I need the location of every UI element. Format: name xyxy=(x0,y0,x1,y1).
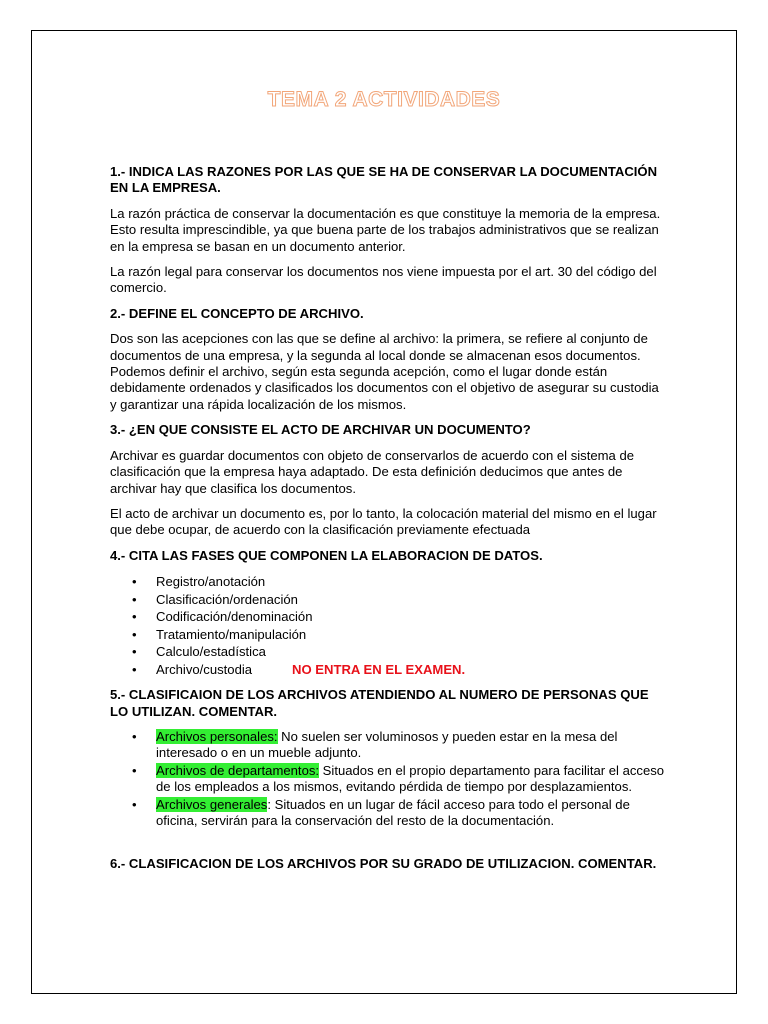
list-item xyxy=(156,608,665,626)
question-2-heading: 2.- DEFINE EL CONCEPTO DE ARCHIVO. xyxy=(110,305,364,321)
highlighted-term: Archivos de departamentos: xyxy=(156,762,320,778)
exam-note: NO ENTRA EN EL EXAMEN. xyxy=(292,661,466,677)
document-body xyxy=(110,164,665,882)
answer-3-paragraph-1: Archivar es guardar documentos con objeto de conservarlos de acuerdo con el sistema de clasificación que la empresa haya adaptado. De esta definición deducimos que antes de archivar hay que clasifica los documentos. xyxy=(110,447,635,496)
list-item xyxy=(156,729,665,762)
spacer xyxy=(110,838,665,856)
question-6-heading: 6.- CLASIFICACION DE LOS ARCHIVOS POR SU GRADO DE UTILIZACION. COMENTAR. xyxy=(110,856,657,872)
phase-label: Codificación/denominación xyxy=(156,609,313,625)
answer-1-paragraph-1: La razón práctica de conservar la documentación es que constituye la memoria de la empresa. Esto resulta imprescindible, ya que buena parte de los trabajos administrativos que se realizan en la empresa se basan en un documento anterior. xyxy=(110,205,661,254)
question-4-heading: 4.- CITA LAS FASES QUE COMPONEN LA ELABORACION DE DATOS. xyxy=(110,547,543,563)
phase-label: Archivo/custodia xyxy=(156,661,253,677)
phases-list xyxy=(110,573,665,678)
archive-types-list xyxy=(110,729,665,829)
document-title: TEMA 2 ACTIVIDADES xyxy=(267,88,501,111)
list-item xyxy=(156,661,665,679)
list-item xyxy=(156,797,665,830)
term-description: No suelen ser voluminosos y pueden estar en la mesa del interesado o en un mueble adjunto. xyxy=(156,728,618,761)
term-description: Situados en el propio departamento para facilitar el acceso de los empleados a los mismos, evitando pérdida de tiempo por desplazamientos. xyxy=(156,762,665,795)
list-item xyxy=(156,626,665,644)
list-item xyxy=(156,591,665,609)
question-1-heading: 1.- INDICA LAS RAZONES POR LAS QUE SE HA DE CONSERVAR LA DOCUMENTACIÓN EN LA EMPRESA. xyxy=(110,164,658,196)
phase-label: Tratamiento/manipulación xyxy=(156,626,307,642)
question-5-heading: 5.- CLASIFICAION DE LOS ARCHIVOS ATENDIENDO AL NUMERO DE PERSONAS QUE LO UTILIZAN. COMENTAR. xyxy=(110,687,649,719)
term-description: : Situados en un lugar de fácil acceso para todo el personal de oficina, servirán para la conservación del resto de la documentación. xyxy=(156,796,630,828)
phase-label: Calculo/estadística xyxy=(156,644,266,660)
answer-2-paragraph-1: Dos son las acepciones con las que se define al archivo: la primera, se refiere al conjunto de documentos de una empresa, y la segunda al local donde se almacenan esos documentos. Podemos definir el archivo, según esta segunda acepción, como el lugar donde están debidamente ordenados y clasificados los documentos con el objetivo de asegurar su custodia y garantizar una rápida localización de los mismos. xyxy=(110,331,659,412)
answer-3-paragraph-2: El acto de archivar un documento es, por lo tanto, la colocación material del mismo en el lugar que debe ocupar, de acuerdo con la clasificación previamente efectuada xyxy=(110,505,657,538)
answer-1-paragraph-2: La razón legal para conservar los documentos nos viene impuesta por el art. 30 del código del comercio. xyxy=(110,264,657,296)
phase-label: Clasificación/ordenación xyxy=(156,591,298,607)
list-item xyxy=(156,763,665,796)
highlighted-term: Archivos generales xyxy=(156,796,268,812)
list-item xyxy=(156,573,665,591)
list-item xyxy=(156,643,665,661)
phase-label: Registro/anotación xyxy=(156,574,266,590)
highlighted-term: Archivos personales: xyxy=(156,728,278,744)
question-3-heading: 3.- ¿EN QUE CONSISTE EL ACTO DE ARCHIVAR UN DOCUMENTO? xyxy=(110,422,531,438)
